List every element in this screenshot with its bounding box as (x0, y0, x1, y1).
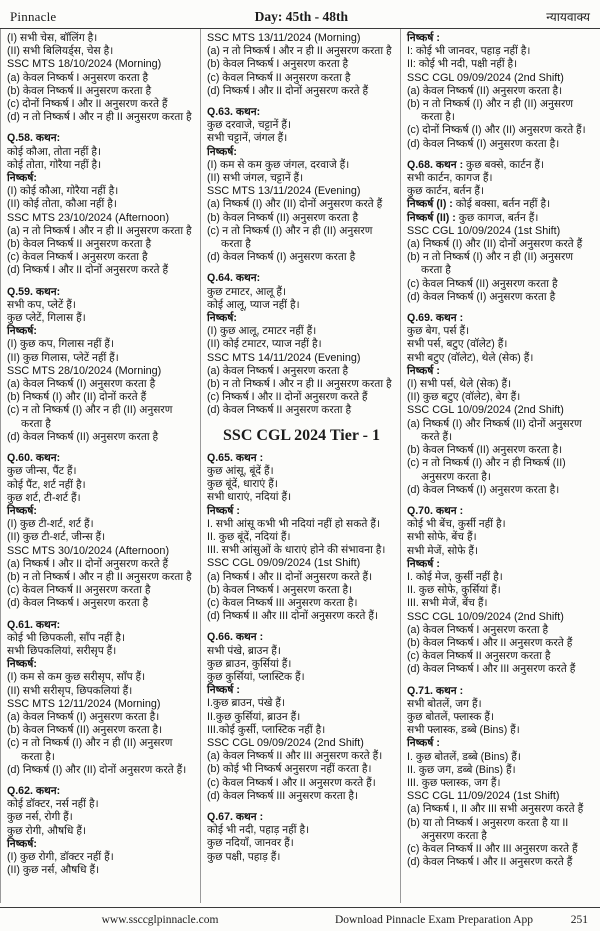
exam-source-line: SSC MTS 14/11/2024 (Evening) (207, 351, 361, 364)
brand-name: Pinnacle (10, 9, 57, 24)
bold-label: निष्कर्ष: (207, 312, 237, 325)
bold-label: निष्कर्ष: (7, 658, 37, 671)
text-line: III. सभी मेजें, बेंच हैं। (407, 597, 488, 610)
text-line: (b) केवल निष्कर्ष (II) अनुसरण करता है। (407, 444, 563, 457)
day-range-title: Day: 45th - 48th (254, 9, 348, 24)
text-line: (b) कोई भी निष्कर्ष अनुसरण नहीं करता है। (207, 763, 372, 776)
text-line: (a) निष्कर्ष (I) और निष्कर्ष (II) दोनों अनुसरण करते हैं। (407, 417, 582, 443)
text-line: (a) केवल निष्कर्ष (I) अनुसरण करता है। (7, 710, 160, 723)
label-line: Q.68. कथन : कुछ बक्से, कार्टन हैं। (407, 158, 545, 171)
text-line: (b) न तो निष्कर्ष I और न ही II अनुसरण करता है (7, 570, 192, 583)
page-footer (0, 907, 600, 931)
bold-label: Q.71. कथन : (407, 684, 464, 697)
text-line: (d) केवल निष्कर्ष I और III अनुसरण करते हैं (407, 663, 576, 676)
text-line: (c) केवल निष्कर्ष I और II अनुसरण करते हैं। (207, 776, 376, 789)
bold-label: निष्कर्ष: (7, 325, 37, 338)
text-line: कुछ नदियाँ, जानवर हैं। (207, 837, 294, 850)
text-line: कोई भी बेंच, कुर्सी नहीं है। (407, 518, 506, 531)
text-line: (a) न तो निष्कर्ष I और न ही II अनुसरण करता है (7, 224, 192, 237)
bold-label: Q.58. कथन: (7, 132, 61, 145)
exam-source-line: SSC CGL 09/09/2024 (2nd Shift) (407, 71, 564, 84)
label-line (7, 658, 196, 671)
text-line: कुछ बूंदें, धाराएं हैं। (207, 478, 278, 491)
block-gap (207, 803, 396, 811)
text-line: (I) कुछ टी-शर्ट, शर्ट हैं। (7, 518, 94, 531)
exam-source-line: SSC CGL 10/09/2024 (2nd Shift) (407, 404, 564, 417)
block-gap (207, 264, 396, 272)
text-line: (a) निष्कर्ष I और II दोनों अनुसरण करते हैं (7, 557, 169, 570)
text-line: (II) कुछ गिलास, प्लेटें नहीं हैं। (7, 351, 119, 364)
text-line: (b) केवल निष्कर्ष II अनुसरण करता है (7, 238, 152, 251)
label-line (407, 558, 596, 571)
text-line: (I) कोई कौआ, गोरैया नहीं है। (7, 185, 119, 198)
text-line: (I) सभी पर्स, थेले (सेक) हैं। (407, 378, 512, 391)
bold-label: निष्कर्ष : (207, 684, 240, 697)
bold-label: Q.68. कथन : (407, 158, 464, 171)
block-gap (207, 623, 396, 631)
text-line: (II) सभी सरीसृप, छिपकलियां हैं। (7, 684, 133, 697)
block-gap (7, 777, 196, 785)
text-line: (I) कुछ आलू, टमाटर नहीं हैं। (207, 325, 317, 338)
text-line: (II) सभी बिलियर्ड्स, चेस है। (7, 45, 114, 58)
text-line: II. कुछ जग, डब्बे (Bins) हैं। (407, 763, 516, 776)
text-line: कोई डॉक्टर, नर्स नहीं है। (7, 798, 99, 811)
label-line (407, 505, 596, 518)
bold-label: निष्कर्ष : (407, 364, 440, 377)
text-line: I. कुछ बोतलें, डब्बे (Bins) हैं। (407, 750, 521, 763)
text-line: (b) केवल निष्कर्ष (II) अनुसरण करता है (207, 211, 359, 224)
section-heading: SSC CGL 2024 Tier - 1 (223, 426, 380, 444)
text-line: (d) केवल निष्कर्ष (I) अनुसरण करता है (407, 290, 556, 303)
text-line: (d) निष्कर्ष II और III दोनों अनुसरण करते हैं। (207, 610, 379, 623)
text-line: (d) केवल निष्कर्ष I और II अनुसरण करते हैं (407, 856, 573, 869)
text-line: II. कुछ सोफे, कुर्सियां हैं। (407, 584, 501, 597)
text-line: (d) निष्कर्ष (I) और (II) दोनों अनुसरण करते हैं। (7, 763, 187, 776)
text-line: कुछ ब्राउन, कुर्सियां हैं। (207, 657, 292, 670)
text-line: (c) केवल निष्कर्ष II अनुसरण करता है (7, 584, 151, 597)
text-line: सभी पंखे, ब्राउन हैं। (207, 644, 281, 657)
text-line: (II) सभी जंगल, चट्टानें हैं। (207, 172, 304, 185)
text-line: कोई कौआ, तोता नहीं है। (7, 145, 101, 158)
text-line: (b) केवल निष्कर्ष I अनुसरण करता है (207, 58, 349, 71)
block-gap (7, 124, 196, 132)
block-gap (7, 611, 196, 619)
text-line: सभी कप, प्लेटें हैं। (7, 298, 76, 311)
exam-source-line: SSC CGL 11/09/2024 (1st Shift) (407, 790, 560, 803)
footer-website-url: www.ssccglpinnacle.com (101, 913, 219, 926)
text-line: (II) कुछ नर्स, औषधि हैं। (7, 864, 100, 877)
bold-label: निष्कर्ष (II) : (407, 211, 456, 224)
text-line: (d) केवल निष्कर्ष II अनुसरण करता है (207, 404, 352, 417)
text-line: सभी बोतलें, जग हैं। (407, 697, 482, 710)
text-line: सभी फ्लास्क, डब्बे (Bins) हैं। (407, 724, 520, 737)
bold-label: Q.59. कथन: (7, 285, 61, 298)
label-line (207, 631, 396, 644)
bold-label: Q.69. कथन : (407, 312, 464, 325)
content-columns (0, 29, 600, 903)
block-gap (407, 497, 596, 505)
text-line: (c) न तो निष्कर्ष (I) और न ही (II) अनुसरण करता है (207, 224, 373, 251)
text-line: (b) न तो निष्कर्ष I और न ही II अनुसरण करता है (207, 378, 392, 391)
text-line: (a) न तो निष्कर्ष I और न ही II अनुसरण करता है (207, 45, 392, 58)
text-line: (a) केवल निष्कर्ष (II) अनुसरण करता है। (407, 84, 563, 97)
text-line: कुछ कार्टन, बर्तन हैं। (407, 185, 485, 198)
column-2 (200, 29, 400, 903)
text-line: (d) केवल निष्कर्ष (II) अनुसरण करता है (7, 430, 159, 443)
text-line: (a) केवल निष्कर्ष I अनुसरण करता है (207, 364, 349, 377)
text-line: सभी मेजें, सोफे हैं। (407, 544, 479, 557)
text-line: सभी पर्स, बटुए (वॉलेट) हैं। (407, 338, 508, 351)
label-line (7, 785, 196, 798)
label-line (207, 452, 396, 465)
exam-source-line: SSC MTS 13/11/2024 (Morning) (207, 32, 361, 44)
text-line: कुछ जीन्स, पैंट हैं। (7, 465, 77, 478)
text-line: (d) निष्कर्ष I और II दोनों अनुसरण करते हैं (7, 264, 169, 277)
text-line: (d) निष्कर्ष I और II दोनों अनुसरण करते हैं (207, 84, 369, 97)
page-number: 251 (570, 913, 588, 926)
bold-label: Q.67. कथन : (207, 810, 264, 823)
label-line (7, 286, 196, 299)
bold-label: Q.60. कथन: (7, 452, 61, 465)
text-line: (c) केवल निष्कर्ष II अनुसरण करता है (207, 71, 351, 84)
text-line: (b) या तो निष्कर्ष I अनुसरण करता है या II अनुसरण करता है (407, 816, 569, 842)
block-gap (407, 677, 596, 685)
text-line: (b) न तो निष्कर्ष (I) और न ही (II) अनुसरण करता है (407, 251, 573, 277)
footer-app-text: Download Pinnacle Exam Preparation App (334, 913, 533, 926)
text-line: सभी चट्टानें, जंगल हैं। (207, 132, 288, 145)
text-line: (d) केवल निष्कर्ष (I) अनुसरण करता है (207, 251, 356, 264)
text-line: (a) निष्कर्ष I और II दोनों अनुसरण करते हैं। (207, 570, 373, 583)
label-line: निष्कर्ष (I) : कोई बक्सा, बर्तन नहीं है। (407, 198, 551, 211)
text-line: III. सभी आंसुओं के धाराएं होने की संभावना है। (207, 544, 386, 557)
label-line (207, 272, 396, 285)
text-line: (I) कम से कम कुछ सरीसृप, साँप हैं। (7, 671, 146, 684)
exam-source-line: SSC CGL 10/09/2024 (2nd Shift) (407, 610, 564, 623)
text-line: (II) कुछ टी-शर्ट, जीन्स हैं। (7, 531, 106, 544)
text-line: कुछ नर्स, रोगी हैं। (7, 811, 73, 824)
text-line: (d) न तो निष्कर्ष I और न ही II अनुसरण करता है (7, 111, 192, 124)
label-line (7, 619, 196, 632)
column-1 (0, 29, 200, 903)
text-line: (II) कुछ बटुए (वॉलेट), बेग हैं। (407, 391, 521, 404)
text-line: (c) केवल निष्कर्ष (II) अनुसरण करता है (407, 277, 558, 290)
text-line: (c) निष्कर्ष I और II दोनों अनुसरण करते हैं (207, 391, 368, 404)
label-line (407, 365, 596, 378)
text-line: कोई भी छिपकली, साँप नहीं है। (7, 631, 125, 644)
label-line (207, 312, 396, 325)
label-line (207, 106, 396, 119)
exam-source-line: SSC CGL 09/09/2024 (2nd Shift) (207, 736, 364, 749)
text-line: कोई पैंट, शर्ट नहीं है। (7, 478, 86, 491)
text-line: कुछ बेग, पर्स हैं। (407, 325, 470, 338)
bold-label: निष्कर्ष : (207, 504, 240, 517)
text-line: (c) न तो निष्कर्ष (I) और न ही (II) अनुसरण करता है। (7, 737, 173, 763)
text-line: (a) केवल निष्कर्ष (I) अनुसरण करता है (7, 378, 156, 391)
text-line: कुछ टमाटर, आलू हैं। (207, 285, 287, 298)
text-line: I. सभी आंसू कभी भी नदियां नहीं हो सकते हैं। (207, 517, 380, 530)
text-line: (a) निष्कर्ष (I) और (II) दोनों अनुसरण करते हैं (207, 198, 383, 211)
text-line: II: कोई भी नदी, पक्षी नहीं है। (407, 58, 518, 71)
text-line: (d) केवल निष्कर्ष I अनुसरण करता है (7, 597, 149, 610)
text-line: (a) केवल निष्कर्ष I अनुसरण करता है (7, 71, 149, 84)
text-line: (c) दोनों निष्कर्ष (I) और (II) अनुसरण करते हैं। (407, 124, 586, 137)
text-line: (c) केवल निष्कर्ष II और III अनुसरण करते हैं (407, 842, 578, 855)
text-line: (b) न तो निष्कर्ष (I) और न ही (II) अनुसरण करता है। (407, 98, 573, 124)
exam-source-line: SSC MTS 23/10/2024 (Afternoon) (7, 211, 170, 224)
text-line: (I) कुछ कप, गिलास नहीं हैं। (7, 338, 115, 351)
bold-label: निष्कर्ष (I) : (407, 198, 453, 211)
text-line: कुछ कुर्सियां, प्लास्टिक हैं। (207, 670, 305, 683)
bold-label: निष्कर्ष: (7, 172, 37, 185)
text-line: I: कोई भी जानवर, पहाड़ नहीं है। (407, 45, 531, 58)
bold-label: निष्कर्ष: (7, 504, 37, 517)
text-line: (b) केवल निष्कर्ष II अनुसरण करता है (7, 84, 152, 97)
text-line: कुछ पक्षी, पहाड़ हैं। (207, 850, 281, 863)
bold-label: Q.63. कथन: (207, 106, 261, 119)
label-line: निष्कर्ष (II) : कुछ कागज, बर्तन हैं। (407, 211, 539, 224)
label-line (207, 146, 396, 159)
exam-source-line: SSC MTS 18/10/2024 (Morning) (7, 58, 162, 71)
exam-source-line: SSC MTS 13/11/2024 (Evening) (207, 185, 361, 198)
exam-source-line: SSC MTS 28/10/2024 (Morning) (7, 364, 162, 377)
label-line (7, 132, 196, 145)
text-line: कोई आलू, प्याज नहीं है। (207, 298, 300, 311)
text-line: (b) केवल निष्कर्ष I और II अनुसरण करते हैं (407, 636, 573, 649)
label-line (7, 325, 196, 338)
label-line (207, 505, 396, 518)
column-3 (400, 29, 600, 903)
bold-label: Q.64. कथन: (207, 272, 261, 285)
text-line: सभी सोफे, बेंच हैं। (407, 531, 477, 544)
text-line: II.कुछ कुर्सियां, ब्राउन हैं। (207, 710, 301, 723)
bold-label: निष्कर्ष : (407, 32, 440, 44)
text-line: (II) कोई टमाटर, प्याज नहीं है। (207, 338, 322, 351)
text-line: (a) केवल निष्कर्ष II और III अनुसरण करते हैं। (207, 750, 383, 763)
text-line: (c) न तो निष्कर्ष (I) और न ही (II) अनुसरण करता है (7, 404, 173, 430)
text-line: कुछ आंसू, बूंदें हैं। (207, 464, 274, 477)
text-line: III.कोई कुर्सी, प्लास्टिक नहीं है। (207, 723, 326, 736)
text-line: (I) कुछ रोगी, डॉक्टर नहीं हैं। (7, 850, 114, 863)
text-line: (c) न तो निष्कर्ष (I) और न ही निष्कर्ष (II) अनुसरण करता है। (407, 457, 566, 483)
label-line (207, 684, 396, 697)
exam-source-line: SSC CGL 10/09/2024 (1st Shift) (407, 224, 561, 237)
text-line: (I) सभी चेस, बॉलिंग है। (7, 32, 98, 44)
text-line: सभी कार्टन, कागज हैं। (407, 172, 493, 185)
text-line: (c) केवल निष्कर्ष III अनुसरण करता है। (207, 596, 358, 609)
text-line: कुछ प्लेटें, गिलास हैं। (7, 312, 86, 325)
text-line: सभी छिपकलियां, सरीसृप हैं। (7, 644, 117, 657)
text-line: (b) केवल निष्कर्ष (II) अनुसरण करता है। (7, 724, 163, 737)
text-line: III. कुछ फ्लास्क, जग हैं। (407, 776, 501, 789)
exam-source-line: SSC MTS 30/10/2024 (Afternoon) (7, 544, 170, 557)
block-gap (7, 278, 196, 286)
bold-label: Q.62. कथन: (7, 784, 61, 797)
text-line: (a) केवल निष्कर्ष I अनुसरण करता है (407, 623, 549, 636)
bold-label: निष्कर्ष: (207, 145, 237, 158)
text-line: कुछ बोतलें, फ्लास्क हैं। (407, 710, 494, 723)
text-line: (d) केवल निष्कर्ष III अनुसरण करता है। (207, 789, 359, 802)
label-line (7, 838, 196, 851)
page-header (0, 0, 600, 29)
bold-label: निष्कर्ष : (407, 737, 440, 750)
block-gap (7, 444, 196, 452)
text-line: कुछ रोगी, औषधि हैं। (7, 824, 86, 837)
label-line (407, 685, 596, 698)
text-line: (II) कोई तोता, कौआ नहीं है। (7, 198, 117, 211)
text-line: (b) निष्कर्ष (I) और (II) दोनों करते हैं (7, 391, 147, 404)
label-line (407, 737, 596, 750)
text-line: (d) केवल निष्कर्ष (I) अनुसरण करता है। (407, 137, 560, 150)
block-gap (407, 304, 596, 312)
label-line (407, 312, 596, 325)
exam-source-line: SSC MTS 12/11/2024 (Morning) (7, 697, 161, 710)
bold-label: Q.61. कथन: (7, 618, 61, 631)
text-line: (I) कम से कम कुछ जंगल, दरवाजे हैं। (207, 158, 350, 171)
text-line: कोई भी नदी, पहाड़ नहीं है। (207, 824, 310, 837)
chapter-topic: न्यायवाक्य (546, 10, 590, 24)
text-line: सभी धाराएं, नदियां हैं। (207, 491, 292, 504)
text-line: (c) केवल निष्कर्ष II अनुसरण करता है (407, 650, 551, 663)
label-line (7, 172, 196, 185)
label-line (7, 452, 196, 465)
text-line: I. कोई मेज, कुर्सी नहीं है। (407, 570, 503, 583)
text-line: कोई तोता, गोरैया नहीं है। (7, 158, 102, 171)
bold-label: Q.66. कथन : (207, 631, 264, 644)
text-line: I.कुछ ब्राउन, पंखे हैं। (207, 697, 286, 710)
block-gap (407, 151, 596, 159)
bold-label: Q.65. कथन : (207, 451, 264, 464)
label-line (407, 32, 596, 45)
text-line: II. कुछ बूंदें, नदियां हैं। (207, 530, 291, 543)
block-gap (207, 98, 396, 106)
bold-label: निष्कर्ष: (7, 837, 37, 850)
text-line: कुछ दरवाजे, चट्टानें हैं। (207, 119, 291, 132)
label-line (7, 505, 196, 518)
text-line: (b) केवल निष्कर्ष I अनुसरण करता है। (207, 583, 353, 596)
bold-label: निष्कर्ष : (407, 557, 440, 570)
text-line: (a) निष्कर्ष I, II और III सभी अनुसरण करते हैं (407, 803, 584, 816)
text-line: सभी बटुए (वॉलेट), थेले (सेक) हैं। (407, 351, 534, 364)
text-line: (a) निष्कर्ष (I) और (II) दोनों अनुसरण करते हैं (407, 238, 583, 251)
text-line: (c) दोनों निष्कर्ष I और II अनुसरण करते हैं (7, 98, 168, 111)
text-line: (c) केवल निष्कर्ष I अनुसरण करता है (7, 251, 148, 264)
text-line: कुछ शर्ट, टी-शर्ट हैं। (7, 491, 81, 504)
exam-source-line: SSC CGL 09/09/2024 (1st Shift) (207, 557, 361, 570)
text-line: (d) केवल निष्कर्ष (I) अनुसरण करता है। (407, 483, 560, 496)
bold-label: Q.70. कथन : (407, 504, 464, 517)
label-line (207, 811, 396, 824)
